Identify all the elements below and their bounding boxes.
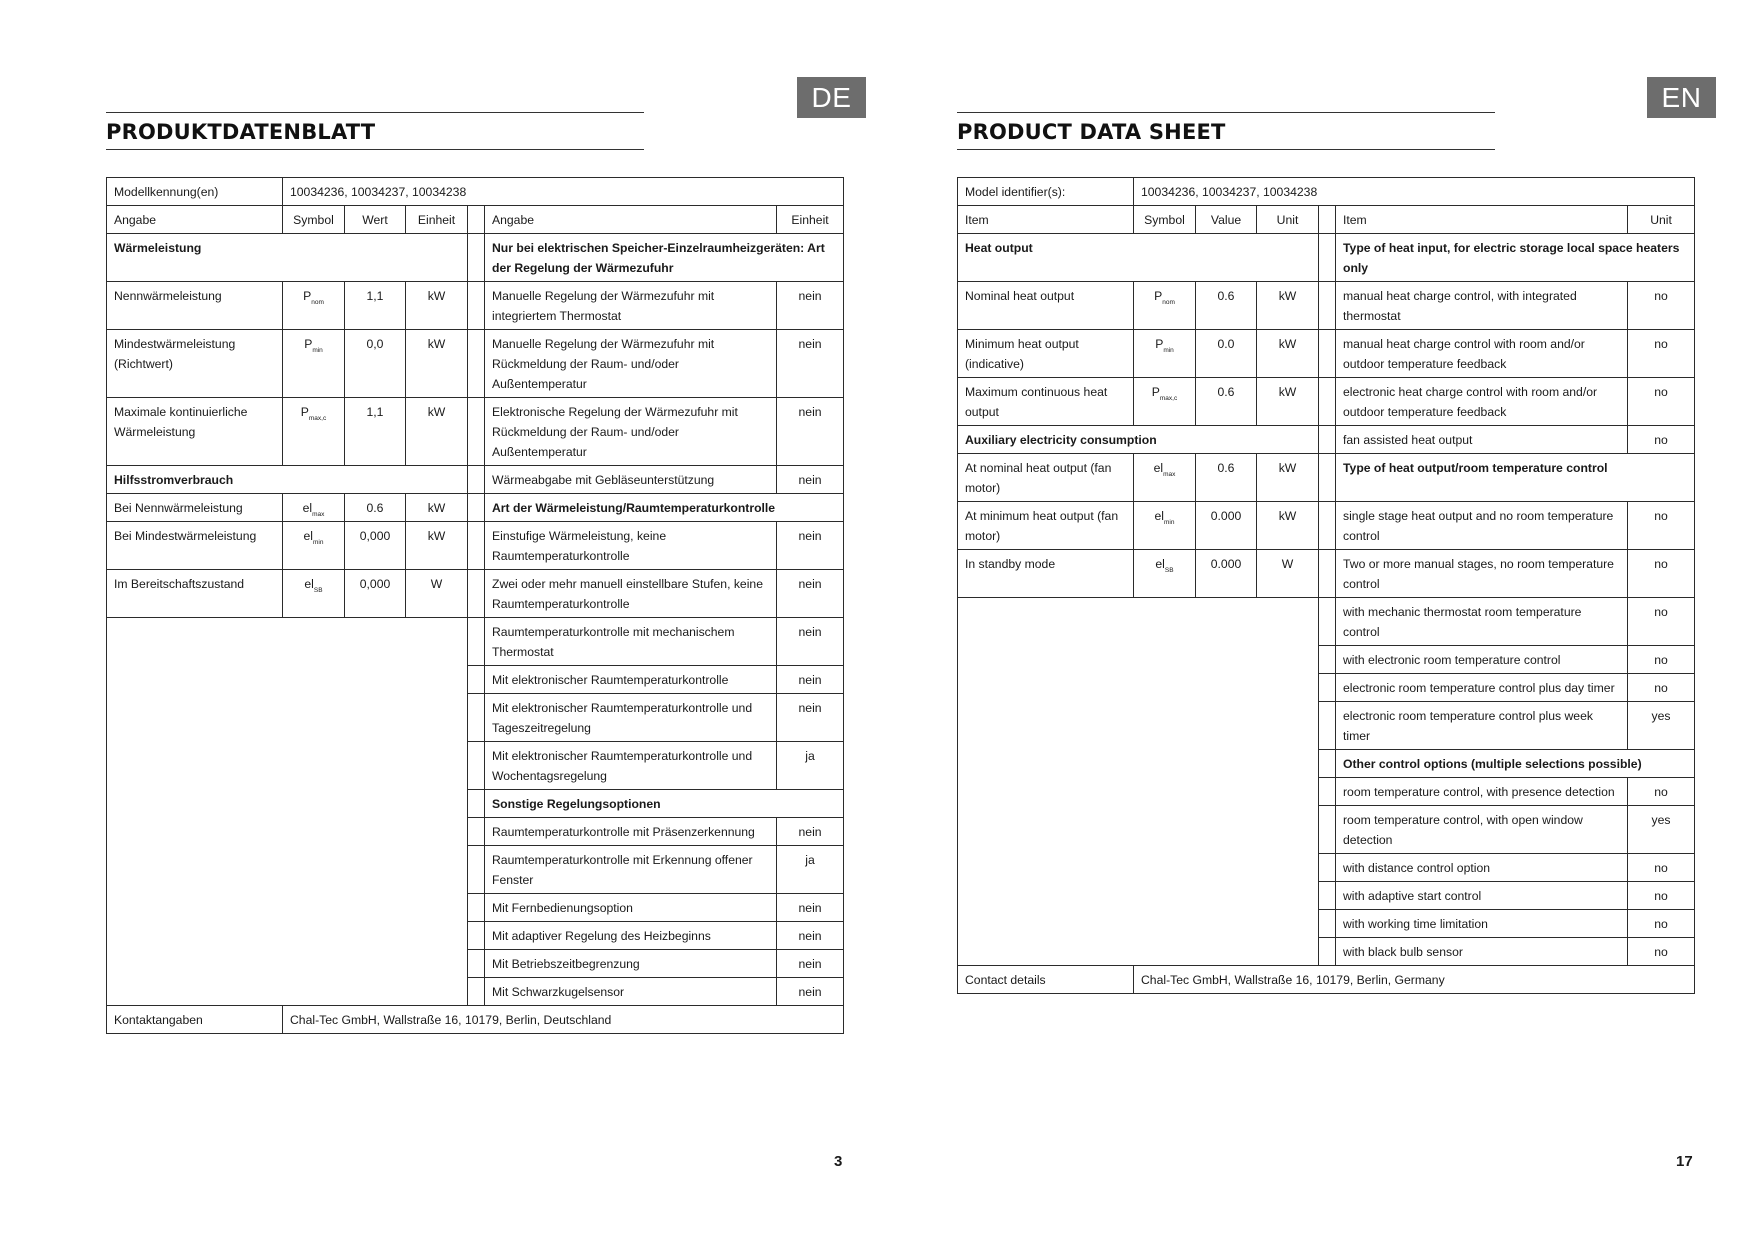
spacer-cell [1319,550,1336,598]
option-label: with electronic room temperature control [1336,646,1628,674]
symbol: el [1154,509,1164,523]
data-row [107,282,844,330]
symbol-subscript: SB [1164,567,1174,574]
row-label: At nominal heat output (fan motor) [958,454,1134,502]
symbol: el [1153,461,1164,475]
title-rule-top [957,112,1495,113]
section-heat-output-type: Type of heat output/room temperature control [1336,454,1695,502]
header-symbol: Symbol [283,206,345,234]
header-row [958,206,1695,234]
section-heat-output-type: Art der Wärmeleistung/Raumtemperaturkontrolle [485,494,844,522]
option-value: nein [777,570,844,618]
symbol-subscript: max [312,511,325,518]
option-label: with adaptive start control [1336,882,1628,910]
symbol-cell [283,522,345,570]
spacer-cell [1319,598,1336,646]
row-label: Bei Mindestwärmeleistung [107,522,283,570]
option-label: single stage heat output and no room temperature control [1336,502,1628,550]
row-value: 0.6 [1196,454,1257,502]
option-row [107,618,844,666]
option-label: Mit elektronischer Raumtemperaturkontrolle [485,666,777,694]
option-value: no [1628,938,1695,966]
symbol-subscript: SB [313,587,323,594]
option-label: room temperature control, with presence detection [1336,778,1628,806]
spacer-cell [1319,750,1336,778]
section-heat-input-type: Nur bei elektrischen Speicher-Einzelraumheizgeräten: Art der Regelung der Wärmezufuhr [485,234,844,282]
spacer-cell [468,846,485,894]
row-value: 0.000 [1196,502,1257,550]
option-value: nein [777,282,844,330]
option-label: Two or more manual stages, no room temperature control [1336,550,1628,598]
symbol: P [1154,289,1163,303]
section-row [958,234,1695,282]
spacer-cell [468,398,485,466]
row-label: At minimum heat output (fan motor) [958,502,1134,550]
option-label: fan assisted heat output [1336,426,1628,454]
page-number: 3 [834,1153,843,1170]
data-row [958,502,1695,550]
header-value: Wert [345,206,406,234]
option-value: nein [777,818,844,846]
option-label: Raumtemperaturkontrolle mit Erkennung offener Fenster [485,846,777,894]
spacer-cell [468,522,485,570]
page-number: 17 [1676,1153,1693,1170]
data-row [107,494,844,522]
option-label: Raumtemperaturkontrolle mit mechanischem Thermostat [485,618,777,666]
option-label: electronic room temperature control plus week timer [1336,702,1628,750]
spacer-cell [1319,882,1336,910]
symbol: P [304,337,313,351]
symbol-cell [1134,378,1196,426]
option-value: no [1628,854,1695,882]
spacer-cell [1319,234,1336,282]
row-value: 0,000 [345,570,406,618]
header-symbol: Symbol [1134,206,1196,234]
data-row [958,454,1695,502]
data-row [958,550,1695,598]
model-row [107,178,844,206]
empty-area [107,618,468,1006]
product-data-table [106,177,844,1034]
symbol: P [1151,385,1160,399]
option-label: Elektronische Regelung der Wärmezufuhr mit Rückmeldung der Raum- und/oder Außentemperatur [485,398,777,466]
option-label: with mechanic thermostat room temperature control [1336,598,1628,646]
symbol: el [303,529,313,543]
row-value: 0.6 [1196,282,1257,330]
option-value: nein [777,522,844,570]
option-value: nein [777,922,844,950]
option-label: with working time limitation [1336,910,1628,938]
spacer-cell [468,950,485,978]
row-unit: kW [1257,502,1319,550]
row-label: Maximum continuous heat output [958,378,1134,426]
header-value: Value [1196,206,1257,234]
row-value: 0.000 [1196,550,1257,598]
row-unit: kW [406,282,468,330]
option-value: no [1628,646,1695,674]
row-value: 0,0 [345,330,406,398]
option-value: ja [777,846,844,894]
option-label: Mit elektronischer Raumtemperaturkontrolle und Wochentagsregelung [485,742,777,790]
option-value: no [1628,910,1695,938]
symbol: el [302,501,313,515]
row-unit: kW [1257,454,1319,502]
section-other-options: Sonstige Regelungsoptionen [485,790,844,818]
symbol-subscript: min [1164,519,1175,526]
spacer-cell [1319,854,1336,882]
contact-label: Contact details [958,966,1134,994]
data-row [958,330,1695,378]
option-value: no [1628,598,1695,646]
row-label: Mindestwärmeleistung (Richtwert) [107,330,283,398]
spacer-cell [1319,938,1336,966]
spacer-cell [1319,454,1336,502]
option-label: with black bulb sensor [1336,938,1628,966]
symbol-cell [283,282,345,330]
spacer-cell [1319,282,1336,330]
contact-value: Chal-Tec GmbH, Wallstraße 16, 10179, Berlin, Germany [1134,966,1695,994]
contact-value: Chal-Tec GmbH, Wallstraße 16, 10179, Berlin, Deutschland [283,1006,844,1034]
option-value: no [1628,502,1695,550]
header-unit-2: Einheit [777,206,844,234]
row-unit: kW [1257,330,1319,378]
option-value: nein [777,466,844,494]
spacer-cell [468,978,485,1006]
option-label: electronic room temperature control plus day timer [1336,674,1628,702]
row-value: 0,000 [345,522,406,570]
model-label: Modellkennung(en) [107,178,283,206]
spacer-cell [468,234,485,282]
spacer-cell [1319,206,1336,234]
row-label: In standby mode [958,550,1134,598]
row-unit: kW [406,398,468,466]
model-label: Model identifier(s): [958,178,1134,206]
spacer-cell [468,330,485,398]
spacer-cell [468,894,485,922]
title-rule-bottom [957,149,1495,150]
option-value: nein [777,894,844,922]
page-title: PRODUCT DATA SHEET [957,120,1226,144]
option-label: Raumtemperaturkontrolle mit Präsenzerkennung [485,818,777,846]
option-value: no [1628,550,1695,598]
option-label: Wärmeabgabe mit Gebläseunterstützung [485,466,777,494]
option-value: no [1628,426,1695,454]
option-value: nein [777,618,844,666]
section-row [107,466,844,494]
row-unit: kW [406,494,468,522]
header-unit: Einheit [406,206,468,234]
section-row [107,234,844,282]
spacer-cell [468,666,485,694]
page-title: PRODUKTDATENBLATT [106,120,376,144]
data-row [107,570,844,618]
row-value: 0.6 [1196,378,1257,426]
spacer-cell [1319,778,1336,806]
contact-label: Kontaktangaben [107,1006,283,1034]
row-value: 1,1 [345,398,406,466]
spacer-cell [1319,806,1336,854]
model-row [958,178,1695,206]
option-value: no [1628,778,1695,806]
symbol-cell [1134,502,1196,550]
title-rule-bottom [106,149,644,150]
symbol-cell [1134,550,1196,598]
row-unit: kW [1257,378,1319,426]
row-value: 0.6 [345,494,406,522]
option-label: Mit adaptiver Regelung des Heizbeginns [485,922,777,950]
header-unit: Unit [1257,206,1319,234]
option-value: no [1628,282,1695,330]
section-heat-output: Wärmeleistung [107,234,468,282]
header-item: Angabe [107,206,283,234]
option-label: with distance control option [1336,854,1628,882]
spacer-cell [468,742,485,790]
spacer-cell [468,694,485,742]
spacer-cell [1319,330,1336,378]
option-label: Mit elektronischer Raumtemperaturkontrolle und Tageszeitregelung [485,694,777,742]
option-label: manual heat charge control, with integrated thermostat [1336,282,1628,330]
option-value: no [1628,330,1695,378]
option-value: no [1628,674,1695,702]
data-row [107,398,844,466]
row-unit: W [1257,550,1319,598]
header-item: Item [958,206,1134,234]
option-value: nein [777,950,844,978]
header-unit-2: Unit [1628,206,1695,234]
spacer-cell [468,494,485,522]
row-unit: kW [1257,282,1319,330]
product-data-table [957,177,1695,994]
spacer-cell [468,618,485,666]
symbol: P [303,289,312,303]
spacer-cell [468,466,485,494]
model-value: 10034236, 10034237, 10034238 [283,178,844,206]
spacer-cell [468,818,485,846]
language-tab-de: DE [797,77,866,118]
row-value: 0.0 [1196,330,1257,378]
symbol-subscript: max [1163,471,1176,478]
symbol: el [304,577,314,591]
symbol: el [1155,557,1165,571]
empty-area [958,598,1319,966]
option-value: yes [1628,806,1695,854]
option-value: nein [777,978,844,1006]
spacer-cell [1319,702,1336,750]
spacer-cell [1319,426,1336,454]
data-row [107,522,844,570]
section-heat-output: Heat output [958,234,1319,282]
option-value: ja [777,742,844,790]
option-value: nein [777,330,844,398]
symbol-subscript: nom [1162,299,1175,306]
symbol-subscript: nom [311,299,324,306]
section-row [958,426,1695,454]
symbol: P [1155,337,1164,351]
symbol-cell [283,494,345,522]
option-value: no [1628,882,1695,910]
row-label: Minimum heat output (indicative) [958,330,1134,378]
option-label: Manuelle Regelung der Wärmezufuhr mit integriertem Thermostat [485,282,777,330]
symbol-cell [283,570,345,618]
row-unit: kW [406,522,468,570]
section-aux-consumption: Hilfsstromverbrauch [107,466,468,494]
row-unit: W [406,570,468,618]
spacer-cell [468,570,485,618]
symbol-subscript: max,c [1159,395,1178,402]
header-row [107,206,844,234]
symbol-subscript: min [1163,347,1174,354]
symbol: P [300,405,309,419]
language-tab-en: EN [1647,77,1716,118]
spacer-cell [1319,674,1336,702]
data-row [958,378,1695,426]
row-label: Bei Nennwärmeleistung [107,494,283,522]
option-value: yes [1628,702,1695,750]
data-row [107,330,844,398]
spacer-cell [1319,378,1336,426]
section-heat-input-type: Type of heat input, for electric storage local space heaters only [1336,234,1695,282]
option-label: electronic heat charge control with room and/or outdoor temperature feedback [1336,378,1628,426]
symbol-subscript: min [312,347,323,354]
row-unit: kW [406,330,468,398]
symbol-cell [283,330,345,398]
symbol-cell [1134,330,1196,378]
option-label: Mit Schwarzkugelsensor [485,978,777,1006]
contact-row [958,966,1695,994]
row-label: Nennwärmeleistung [107,282,283,330]
option-value: no [1628,378,1695,426]
option-label: room temperature control, with open window detection [1336,806,1628,854]
symbol-cell [283,398,345,466]
model-value: 10034236, 10034237, 10034238 [1134,178,1695,206]
section-other-options: Other control options (multiple selections possible) [1336,750,1695,778]
data-row [958,282,1695,330]
section-aux-consumption: Auxiliary electricity consumption [958,426,1319,454]
spacer-cell [468,922,485,950]
symbol-cell [1134,454,1196,502]
symbol-subscript: min [313,539,324,546]
option-label: Mit Fernbedienungsoption [485,894,777,922]
contact-row [107,1006,844,1034]
symbol-subscript: max,c [308,415,327,422]
symbol-cell [1134,282,1196,330]
spacer-cell [1319,646,1336,674]
row-value: 1,1 [345,282,406,330]
option-value: nein [777,666,844,694]
title-rule-top [106,112,644,113]
option-label: Zwei oder mehr manuell einstellbare Stufen, keine Raumtemperaturkontrolle [485,570,777,618]
spacer-cell [468,790,485,818]
header-item-2: Item [1336,206,1628,234]
row-label: Maximale kontinuierliche Wärmeleistung [107,398,283,466]
spacer-cell [1319,502,1336,550]
spacer-cell [1319,910,1336,938]
row-label: Nominal heat output [958,282,1134,330]
option-label: Mit Betriebszeitbegrenzung [485,950,777,978]
header-item-2: Angabe [485,206,777,234]
spacer-cell [468,282,485,330]
spacer-cell [468,206,485,234]
row-label: Im Bereitschaftszustand [107,570,283,618]
option-value: nein [777,398,844,466]
page-en [877,0,1754,1239]
option-label: Einstufige Wärmeleistung, keine Raumtemperaturkontrolle [485,522,777,570]
option-label: manual heat charge control with room and/or outdoor temperature feedback [1336,330,1628,378]
option-row [958,598,1695,646]
option-value: nein [777,694,844,742]
option-label: Manuelle Regelung der Wärmezufuhr mit Rückmeldung der Raum- und/oder Außentemperatur [485,330,777,398]
